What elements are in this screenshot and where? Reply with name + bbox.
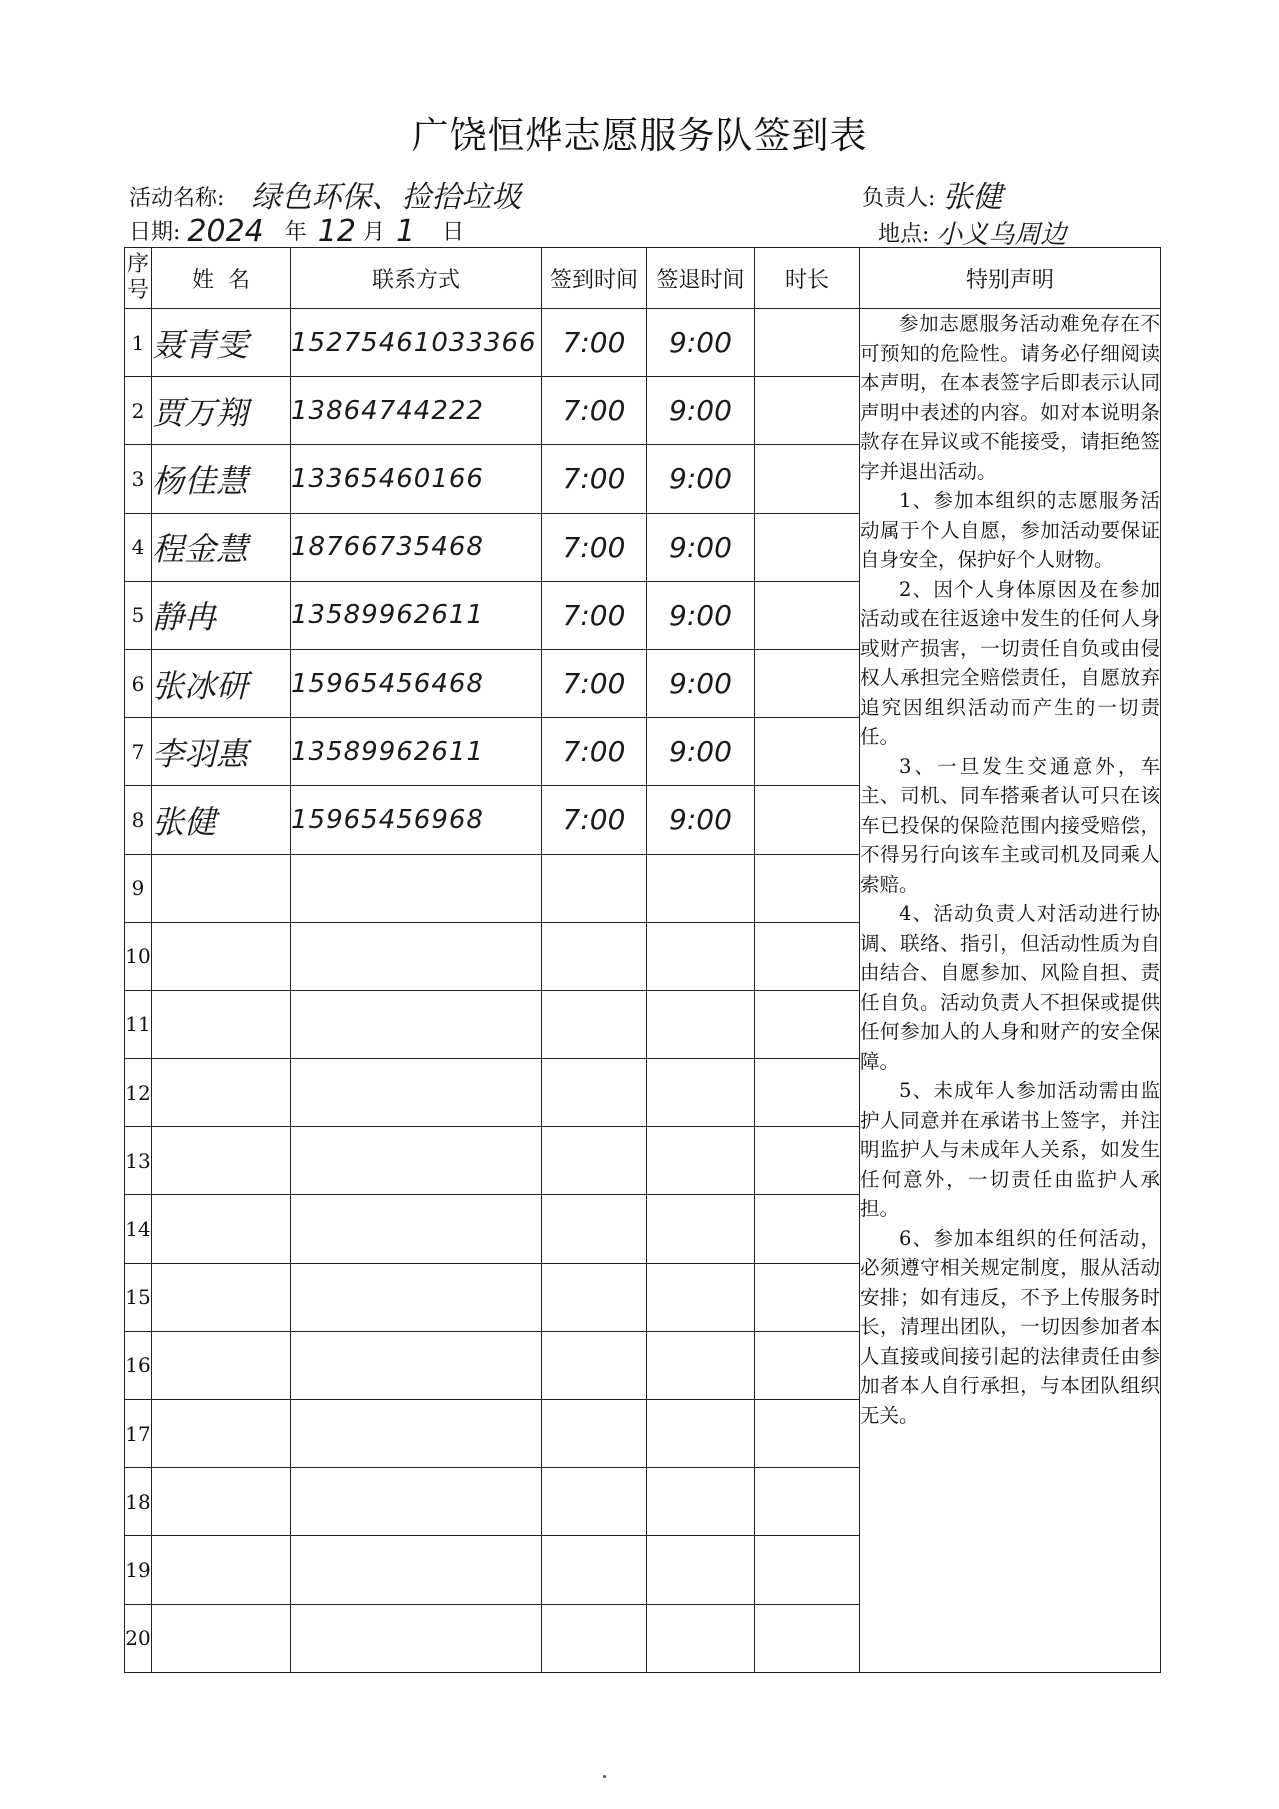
table-header-row <box>125 248 1161 309</box>
checkin-cell: 7:00 <box>542 786 647 854</box>
checkin-cell: 7:00 <box>542 309 647 377</box>
duration-cell <box>755 786 860 854</box>
col-duration-header: 时长 <box>755 248 860 309</box>
name-cell <box>152 922 291 990</box>
checkout-cell <box>647 1127 755 1195</box>
checkin-cell <box>542 1604 647 1672</box>
name-cell <box>152 1059 291 1127</box>
date-day-unit: 日 <box>442 220 465 245</box>
scan-speck <box>603 1775 606 1778</box>
phone-cell: 13864744222 <box>291 377 542 445</box>
declaration-paragraph: 参加志愿服务活动难免存在不可预知的危险性。请务必仔细阅读本声明，在本表签字后即表示认同声明中表述的内容。如对本说明条款存在异议或不能接受，请拒绝签字并退出活动。 <box>860 312 1160 483</box>
duration-cell <box>755 445 860 513</box>
duration-cell <box>755 309 860 377</box>
name-cell <box>152 1263 291 1331</box>
name-cell <box>152 990 291 1058</box>
name-cell <box>152 1468 291 1536</box>
checkout-cell: 9:00 <box>647 445 755 513</box>
checkout-cell <box>647 1059 755 1127</box>
checkin-cell: 7:00 <box>542 377 647 445</box>
checkin-cell: 7:00 <box>542 718 647 786</box>
phone-cell <box>291 990 542 1058</box>
signin-table <box>124 247 1161 1673</box>
leader-value: 张健 <box>942 180 1003 215</box>
checkout-cell: 9:00 <box>647 513 755 581</box>
duration-cell <box>755 1059 860 1127</box>
activity-value: 绿色环保、捡拾垃圾 <box>251 180 522 215</box>
phone-cell <box>291 1468 542 1536</box>
checkout-cell <box>647 990 755 1058</box>
duration-cell <box>755 1195 860 1263</box>
seq-cell: 14 <box>125 1195 152 1263</box>
checkin-cell: 7:00 <box>542 445 647 513</box>
seq-cell: 3 <box>125 445 152 513</box>
seq-cell: 8 <box>125 786 152 854</box>
phone-cell: 18766735468 <box>291 513 542 581</box>
name-cell: 张健 <box>152 786 291 854</box>
seq-cell: 9 <box>125 854 152 922</box>
name-cell <box>152 1400 291 1468</box>
checkin-cell <box>542 1127 647 1195</box>
date-day: 1 <box>396 214 416 249</box>
declaration-paragraph: 6、参加本组织的任何活动，必须遵守相关规定制度，服从活动安排；如有违反，不予上传服务时长，清理出团队，一切因参加者本人直接或间接引起的法律责任由参加者本人自行承担，与本团队组织无关。 <box>860 1226 1160 1427</box>
date-month: 12 <box>317 214 356 249</box>
duration-cell <box>755 513 860 581</box>
date-label: 日期: <box>129 220 181 245</box>
phone-cell <box>291 854 542 922</box>
checkout-cell <box>647 922 755 990</box>
checkin-cell <box>542 1468 647 1536</box>
declaration-paragraph: 3、一旦发生交通意外，车主、司机、同车搭乘者认可只在该车已投保的保险范围内接受赔偿，不得另行向该车主或司机及同乘人索赔。 <box>860 754 1160 896</box>
checkout-cell: 9:00 <box>647 581 755 649</box>
duration-cell <box>755 1263 860 1331</box>
activity-line <box>129 172 521 216</box>
name-cell <box>152 854 291 922</box>
phone-cell <box>291 1331 542 1399</box>
checkin-cell <box>542 1331 647 1399</box>
checkout-cell <box>647 1536 755 1604</box>
date-line <box>129 214 464 249</box>
name-cell: 静冉 <box>152 581 291 649</box>
seq-cell: 2 <box>125 377 152 445</box>
duration-cell <box>755 581 860 649</box>
phone-cell <box>291 1195 542 1263</box>
checkout-cell: 9:00 <box>647 649 755 717</box>
duration-cell <box>755 1400 860 1468</box>
checkin-cell <box>542 1195 647 1263</box>
col-checkout-header: 签退时间 <box>647 248 755 309</box>
sheet-title: 广饶恒烨志愿服务队签到表 <box>411 114 868 157</box>
seq-cell: 5 <box>125 581 152 649</box>
seq-cell: 10 <box>125 922 152 990</box>
duration-cell <box>755 649 860 717</box>
place-label: 地点: <box>878 222 930 247</box>
declaration-cell <box>860 309 1161 1673</box>
seq-cell: 1 <box>125 309 152 377</box>
checkout-cell: 9:00 <box>647 718 755 786</box>
phone-cell: 15275461033366 <box>291 309 542 377</box>
checkin-cell <box>542 854 647 922</box>
name-cell: 程金慧 <box>152 513 291 581</box>
duration-cell <box>755 922 860 990</box>
name-cell: 李羽惠 <box>152 718 291 786</box>
seq-cell: 18 <box>125 1468 152 1536</box>
seq-cell: 13 <box>125 1127 152 1195</box>
name-cell: 聂青雯 <box>152 309 291 377</box>
checkin-cell: 7:00 <box>542 649 647 717</box>
duration-cell <box>755 377 860 445</box>
checkin-cell <box>542 1400 647 1468</box>
checkout-cell: 9:00 <box>647 309 755 377</box>
declaration-paragraph: 4、活动负责人对活动进行协调、联络、指引，但活动性质为自由结合、自愿参加、风险自担、责任自负。活动负责人不担保或提供任何参加人的人身和财产的安全保障。 <box>860 902 1160 1073</box>
seq-cell: 7 <box>125 718 152 786</box>
col-contact-header: 联系方式 <box>291 248 542 309</box>
checkout-cell <box>647 854 755 922</box>
date-month-unit: 月 <box>362 220 385 245</box>
phone-cell <box>291 1059 542 1127</box>
duration-cell <box>755 1127 860 1195</box>
leader-label: 负责人: <box>862 186 936 211</box>
name-cell <box>152 1604 291 1672</box>
duration-cell <box>755 1536 860 1604</box>
name-cell: 杨佳慧 <box>152 445 291 513</box>
seq-cell: 16 <box>125 1331 152 1399</box>
seq-cell: 15 <box>125 1263 152 1331</box>
checkin-cell: 7:00 <box>542 513 647 581</box>
seq-cell: 11 <box>125 990 152 1058</box>
name-cell <box>152 1127 291 1195</box>
date-year: 2024 <box>187 214 264 249</box>
checkin-cell <box>542 1059 647 1127</box>
checkin-cell <box>542 1263 647 1331</box>
phone-cell <box>291 1604 542 1672</box>
place-value: 小义乌周边 <box>936 220 1067 250</box>
name-cell <box>152 1195 291 1263</box>
phone-cell: 15965456468 <box>291 649 542 717</box>
phone-cell: 13365460166 <box>291 445 542 513</box>
duration-cell <box>755 1468 860 1536</box>
date-year-unit: 年 <box>284 220 307 245</box>
phone-cell <box>291 1263 542 1331</box>
checkin-cell <box>542 1536 647 1604</box>
checkin-cell <box>542 990 647 1058</box>
table-row <box>125 309 1161 377</box>
name-cell: 张冰研 <box>152 649 291 717</box>
phone-cell <box>291 922 542 990</box>
checkin-cell <box>542 922 647 990</box>
col-seq-header: 序号 <box>125 248 152 309</box>
seq-cell: 19 <box>125 1536 152 1604</box>
phone-cell <box>291 1536 542 1604</box>
seq-cell: 6 <box>125 649 152 717</box>
checkout-cell: 9:00 <box>647 786 755 854</box>
col-name-header: 姓 名 <box>152 248 291 309</box>
declaration-paragraph: 2、因个人身体原因及在参加活动或在往返途中发生的任何人身或财产损害，一切责任自负或由侵权人承担完全赔偿责任，自愿放弃追究因组织活动而产生的一切责任。 <box>860 577 1160 748</box>
checkout-cell <box>647 1468 755 1536</box>
duration-cell <box>755 1604 860 1672</box>
phone-cell <box>291 1400 542 1468</box>
declaration-paragraph: 1、参加本组织的志愿服务活动属于个人自愿，参加活动要保证自身安全，保护好个人财物。 <box>860 489 1160 571</box>
duration-cell <box>755 990 860 1058</box>
name-cell <box>152 1331 291 1399</box>
name-cell: 贾万翔 <box>152 377 291 445</box>
checkout-cell <box>647 1331 755 1399</box>
leader-line <box>862 172 1002 216</box>
activity-label: 活动名称: <box>129 186 225 211</box>
seq-cell: 12 <box>125 1059 152 1127</box>
checkout-cell <box>647 1263 755 1331</box>
checkout-cell <box>647 1604 755 1672</box>
name-cell <box>152 1536 291 1604</box>
checkout-cell <box>647 1400 755 1468</box>
seq-cell: 20 <box>125 1604 152 1672</box>
declaration-paragraph: 5、未成年人参加活动需由监护人同意并在承诺书上签字，并注明监护人与未成年人关系，如发生任何意外，一切责任由监护人承担。 <box>860 1079 1160 1220</box>
duration-cell <box>755 1331 860 1399</box>
seq-cell: 17 <box>125 1400 152 1468</box>
duration-cell <box>755 854 860 922</box>
col-checkin-header: 签到时间 <box>542 248 647 309</box>
checkout-cell: 9:00 <box>647 377 755 445</box>
phone-cell: 13589962611 <box>291 718 542 786</box>
checkin-cell: 7:00 <box>542 581 647 649</box>
place-line <box>878 214 1066 251</box>
col-declaration-header: 特别声明 <box>860 248 1161 309</box>
phone-cell <box>291 1127 542 1195</box>
phone-cell: 13589962611 <box>291 581 542 649</box>
checkout-cell <box>647 1195 755 1263</box>
phone-cell: 15965456968 <box>291 786 542 854</box>
seq-cell: 4 <box>125 513 152 581</box>
duration-cell <box>755 718 860 786</box>
